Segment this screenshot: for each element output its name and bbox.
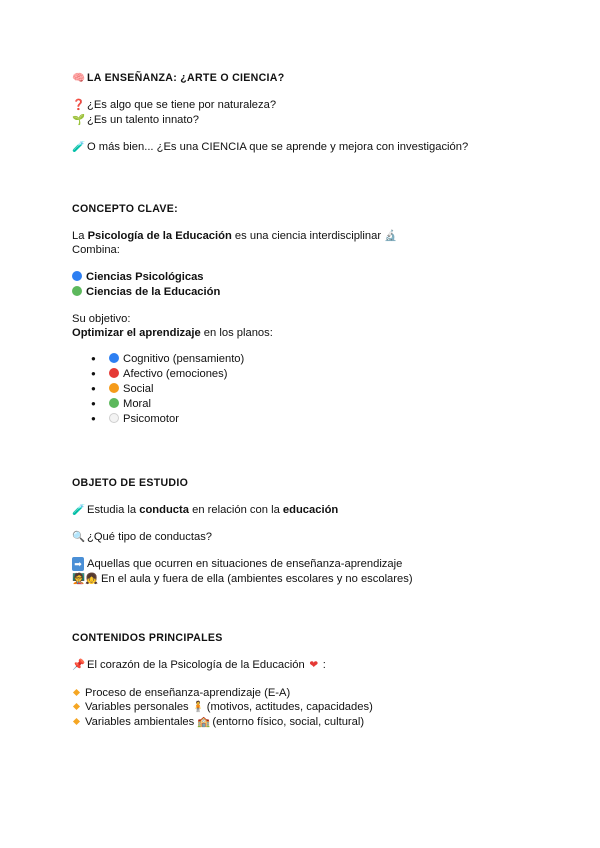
bullet: ● [91,384,96,393]
microscope-icon: 🔬 [384,230,398,242]
school-icon: 🏫 [197,716,211,728]
orange-diamond-icon [73,689,80,696]
intro-title-row [72,71,285,85]
heart-icon: ❤ [309,659,319,671]
person-icon: 🧍 [191,701,205,713]
intro-question-3: 🧪 O más bien... ¿Es una CIENCIA que se aprende y mejora con investigación? [72,141,469,153]
combina-item-1: Ciencias Psicológicas [72,270,204,284]
green-circle-icon [72,286,82,296]
intro-question-1: ❓ ¿Es algo que se tiene por naturaleza? [72,99,277,111]
bullet: ● [91,414,96,423]
blue-circle-icon [72,271,82,281]
brain-icon: 🧠 [72,72,86,84]
contents-intro: 📌 El corazón de la Psicología de la Educación ❤ : [72,659,326,671]
list-item: Cognitivo (pensamiento) [109,352,244,366]
test-tube-icon: 🧪 [72,141,86,153]
contents-item-3: Variables ambientales 🏫 (entorno físico, social, cultural) [72,715,364,729]
concept-heading: CONCEPTO CLAVE: [72,203,178,215]
white-circle-icon [109,413,119,423]
combina-label: Combina: [72,244,120,256]
objective-label: Su objetivo: [72,313,131,325]
object-answer-2: 🧑‍🏫👧 En el aula y fuera de ella (ambientes escolares y no escolares) [72,573,413,585]
object-question: 🔍 ¿Qué tipo de conductas? [72,531,213,543]
contents-heading: CONTENIDOS PRINCIPALES [72,632,223,644]
right-arrow-icon: ➡ [72,557,84,571]
pushpin-icon: 📌 [72,659,86,671]
test-tube-icon: 🧪 [72,504,86,516]
bullet: ● [91,354,96,363]
list-item: Moral [109,397,151,411]
list-item: Afectivo (emociones) [109,367,227,381]
bullet: ● [91,369,96,378]
blue-circle-icon [109,353,119,363]
intro-title: LA ENSEÑANZA: ¿ARTE O CIENCIA? [87,72,285,84]
intro-question-2: 🌱 ¿Es un talento innato? [72,114,199,126]
object-heading: OBJETO DE ESTUDIO [72,477,189,489]
orange-circle-icon [109,383,119,393]
bullet: ● [91,399,96,408]
orange-diamond-icon [73,718,80,725]
object-line-1: 🧪 Estudia la conducta en relación con la educación [72,504,339,516]
list-item: Social [109,382,153,396]
teacher-student-icon: 🧑‍🏫👧 [72,573,99,585]
magnifier-icon: 🔍 [72,531,86,543]
contents-item-1: Proceso de enseñanza-aprendizaje (E-A) [72,686,290,700]
combina-item-2: Ciencias de la Educación [72,285,220,299]
seedling-icon: 🌱 [72,114,86,126]
red-circle-icon [109,368,119,378]
objective-text: Optimizar el aprendizaje en los planos: [72,327,273,339]
contents-item-2: Variables personales 🧍 (motivos, actitudes, capacidades) [72,700,373,714]
concept-definition: La Psicología de la Educación es una ciencia interdisciplinar 🔬 [72,230,398,242]
list-item: Psicomotor [109,412,179,426]
question-mark-icon: ❓ [72,99,86,111]
orange-diamond-icon [73,703,80,710]
object-answer-1: ➡ Aquellas que ocurren en situaciones de enseñanza-aprendizaje [72,557,402,571]
green-circle-icon [109,398,119,408]
